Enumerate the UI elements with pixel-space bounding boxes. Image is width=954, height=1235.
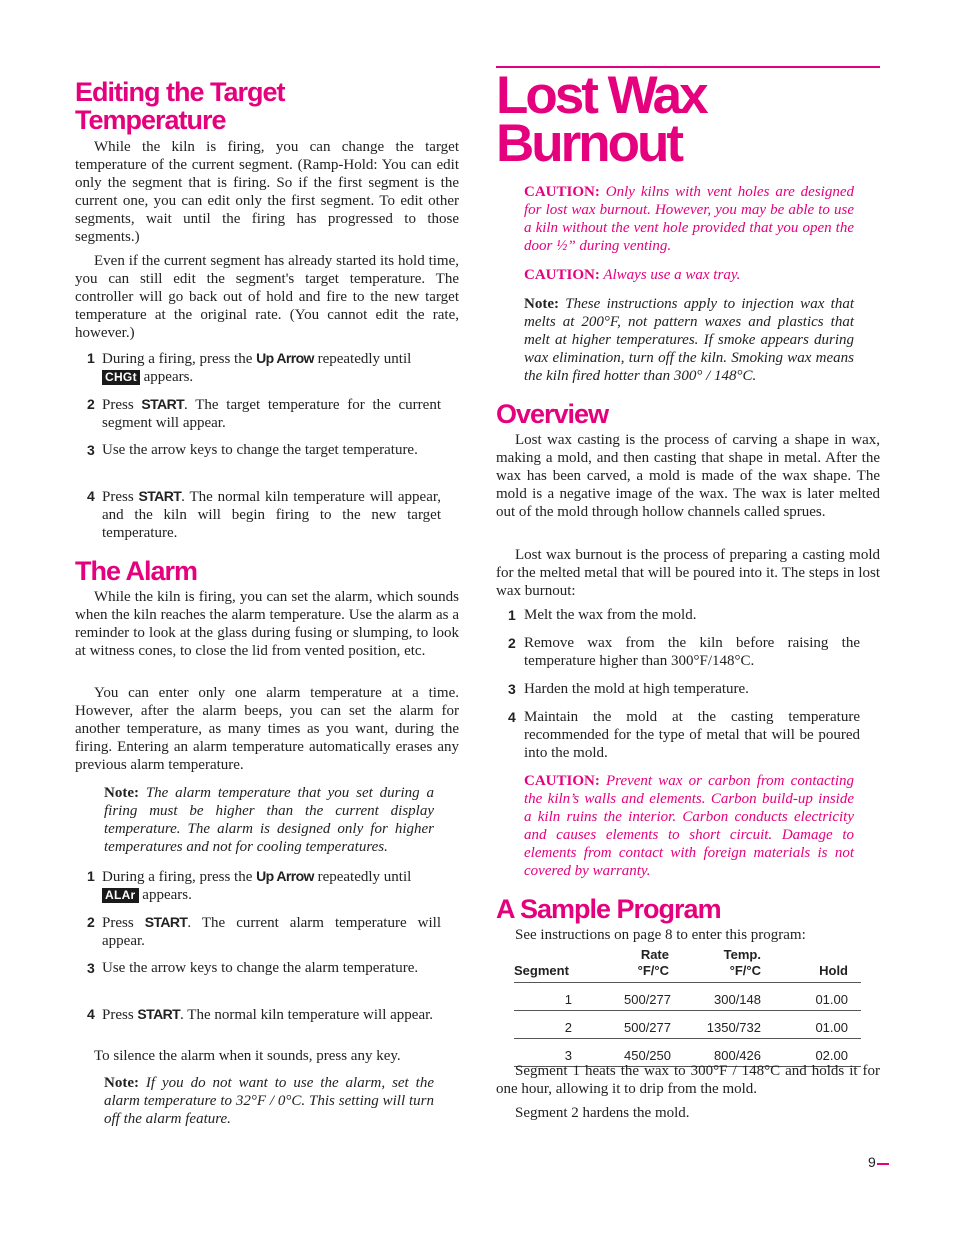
caution-vent-holes: CAUTION: Only kilns with vent holes are designed for lost wax burnout. However, you may be able to use a kiln without the vent hole provided that you open the door ½” during venting. bbox=[524, 184, 854, 254]
table-row: 1 500/277 300/148 01.00 bbox=[514, 983, 861, 1011]
alarm-para-2: You can enter only one alarm temperature at a time. However, after the alarm beeps, you can set the alarm for another temperature, as many times as you want, during the firing. Entering an alarm temperature automatically erases any previous alarm temperature. bbox=[75, 685, 459, 773]
editing-step-2: 2 Press START. The target temperature for the current segment will appear. bbox=[87, 396, 441, 431]
overview-step-2: 2 Remove wax from the kiln before raising the temperature higher than 300°F/148°C. bbox=[508, 635, 860, 669]
overview-para-2: Lost wax burnout is the process of preparing a casting mold for the melted metal that will be poured into it. The steps in lost wax burnout: bbox=[496, 547, 880, 599]
alarm-heading: The Alarm bbox=[75, 556, 198, 586]
page-number: 9 bbox=[868, 1154, 876, 1170]
wax-note: Note: These instructions apply to injection wax that melts at 200°F, not pattern waxes and plastics that melt at higher temperatures. If smoke appears during wax elimination, turn off the kiln. Smoking wax means the kiln fired hotter than 300° / 148°C. bbox=[524, 296, 854, 384]
editing-step-4: 4 Press START. The normal kiln temperature will appear, and the kiln will begin firing to the new target temperature. bbox=[87, 488, 441, 541]
table-header-row bbox=[514, 947, 861, 983]
lcd-alar-display: ALAr bbox=[102, 888, 139, 903]
caution-wax-tray: CAUTION: Always use a wax tray. bbox=[524, 267, 741, 283]
start-key-label: START bbox=[141, 396, 185, 412]
col-segment: Segment bbox=[514, 947, 576, 983]
editing-heading: Editing the Target Temperature bbox=[75, 77, 285, 135]
col-rate: Rate °F/°C bbox=[576, 947, 671, 983]
table-row: 3 450/250 800/426 02.00 bbox=[514, 1039, 861, 1067]
sample-program-heading: A Sample Program bbox=[496, 894, 721, 924]
alarm-step-4: 4 Press START. The normal kiln temperature will appear. bbox=[87, 1006, 434, 1023]
page-number-rule bbox=[877, 1163, 889, 1165]
overview-para-1: Lost wax casting is the process of carving a shape in wax, making a mold, and then casting that shape in metal. After the wax has been carved, a mold is made of the wax shape. The mold is a negative image of the wax. The wax is later melted out of the mold through hollow channels called sprues. bbox=[496, 432, 880, 520]
alarm-step-3: 3 Use the arrow keys to change the alarm temperature. bbox=[87, 960, 419, 976]
alarm-silence-text: To silence the alarm when it sounds, press any key. bbox=[94, 1048, 401, 1064]
page-title: Lost Wax Burnout bbox=[496, 66, 706, 173]
alarm-para-1: While the kiln is firing, you can set the alarm, which sounds when the kiln reaches the alarm temperature. Use the alarm as a reminder to look at the glass during fusing or slumping, to look at witness cones, to close the lid from vented position, etc. bbox=[75, 589, 459, 659]
up-arrow-key-label: Up Arrow bbox=[256, 868, 314, 884]
col-temp: Temp. °F/°C bbox=[671, 947, 781, 983]
sample-intro: See instructions on page 8 to enter this program: bbox=[515, 927, 806, 943]
alarm-step-2: 2 Press START. The current alarm temperature will appear. bbox=[87, 914, 441, 949]
start-key-label: START bbox=[144, 914, 188, 930]
start-key-label: START bbox=[138, 488, 182, 504]
caution-carbon: CAUTION: Prevent wax or carbon from contacting the kiln’s walls and elements. Carbon build-up inside a kiln ruins the interior. Carbon conducts electricity and causes elements to short circuit. Damage to elements from contact with foreign materials is not covered by warranty. bbox=[524, 773, 854, 879]
editing-para-2: Even if the current segment has already started its hold time, you can still edit the segment's target temperature. The controller will go back out of hold and fire to the new target temperature at the original rate. (You cannot edit the rate, however.) bbox=[75, 253, 459, 341]
sample-program-table bbox=[514, 947, 861, 1067]
editing-step-1: 1 During a firing, press the Up Arrow repeatedly until CHGt appears. bbox=[87, 350, 412, 385]
lcd-chgt-display: CHGt bbox=[102, 370, 140, 385]
overview-step-1: 1 Melt the wax from the mold. bbox=[508, 607, 697, 623]
start-key-label: START bbox=[137, 1006, 181, 1022]
col-hold: Hold bbox=[781, 947, 861, 983]
alarm-note-2: Note: If you do not want to use the alarm, set the alarm temperature to 32°F / 0°C. This setting will turn off the alarm feature. bbox=[104, 1075, 434, 1127]
segment-1-description: Segment 1 heats the wax to 300°F / 148°C and holds it for one hour, allowing it to drip from the mold. bbox=[496, 1063, 880, 1097]
table-row: 2 500/277 1350/732 01.00 bbox=[514, 1011, 861, 1039]
alarm-step-1: 1 During a firing, press the Up Arrow repeatedly until ALAr appears. bbox=[87, 868, 412, 903]
editing-step-3: 3 Use the arrow keys to change the target temperature. bbox=[87, 442, 418, 458]
alarm-note-1: Note: The alarm temperature that you set during a firing must be higher than the current display temperature. The alarm is designed only for higher temperatures and not for cooling temperatures. bbox=[104, 785, 434, 855]
editing-para-1: While the kiln is firing, you can change the target temperature of the current segment. (Ramp-Hold: You can edit only the segment that is firing. So if the first segment is the current one, you can edit only the first segment. To edit other segments, wait until the firing has progressed to those segments.) bbox=[75, 139, 459, 245]
overview-step-3: 3 Harden the mold at high temperature. bbox=[508, 681, 749, 697]
overview-heading: Overview bbox=[496, 399, 609, 429]
segment-2-description: Segment 2 hardens the mold. bbox=[515, 1105, 690, 1121]
up-arrow-key-label: Up Arrow bbox=[256, 350, 314, 366]
overview-step-4: 4 Maintain the mold at the casting temperature recommended for the type of metal that will be poured into the mold. bbox=[508, 709, 860, 761]
